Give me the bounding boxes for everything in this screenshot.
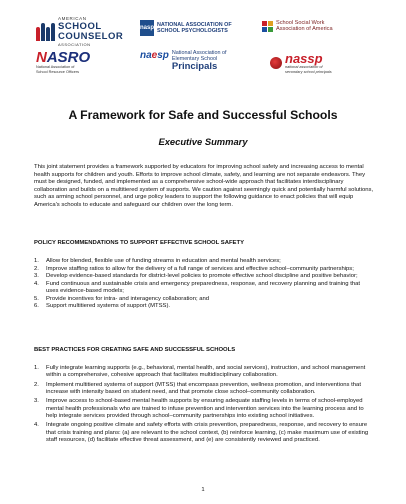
nasro-line2: School Resource Officers (36, 69, 79, 74)
list-item (34, 422, 374, 444)
list-item-number: 3. (34, 273, 39, 280)
list-item-text: Implement multitiered systems of support (MTSS) that encompass prevention, wellness promotion, and interventions that increase with intensity based on student need, and that promote close school–community collaboration. (46, 381, 361, 396)
asca-logo (36, 16, 123, 48)
list-item-number: 2. (34, 381, 39, 388)
list-item-text: Develop evidence-based standards for district-level policies to promote effective school discipline and positive behavior; (46, 273, 358, 280)
naesp-line2: Elementary School (171, 56, 218, 62)
practice-heading: BEST PRACTICES FOR CREATING SAFE AND SUCCESSFUL SCHOOLS (34, 347, 236, 353)
policy-heading: POLICY RECOMMENDATIONS TO SUPPORT EFFECTIVE SCHOOL SAFETY (34, 240, 245, 246)
asca-line4: ASSOCIATION (58, 42, 91, 47)
list-item-number: 1. (34, 258, 39, 264)
list-item (34, 281, 374, 296)
practice-list (34, 365, 374, 446)
list-item-text: Fund continuous and sustainable crisis and emergency preparedness, response, and recovery planning and training that uses evidence-based models; (46, 280, 361, 295)
page-number: 1 (201, 487, 205, 493)
sswaa-logo-text (276, 20, 333, 32)
list-item (34, 382, 374, 397)
list-item (34, 266, 374, 273)
document-title: A Framework for Safe and Successful Schools (68, 108, 338, 122)
list-item-number: 3. (34, 398, 39, 405)
list-item-text: Improve access to school-based mental health supports by ensuring adequate staffing levels in terms of school-employed mental health professionals who are trained to infuse prevention and intervention services into the learning process and to help integrate services provided through school–community partnerships into existing school initiatives. (46, 398, 364, 420)
nassp-wordmark: nassp (285, 51, 323, 66)
list-item-text: Fully integrate learning supports (e.g., behavioral, mental health, and social services), instruction, and school management within a comprehensive, cohesive approach that facilitates multidisciplinary collaboration. (46, 365, 366, 379)
sswaa-square (268, 27, 273, 32)
nasro-wordmark-rest: ASRO (46, 49, 91, 66)
asca-figure (36, 27, 40, 41)
asca-logo-text (58, 16, 123, 48)
nasp-mark-icon: nasp (140, 20, 154, 36)
nasp-line2: SCHOOL PSYCHOLOGISTS (157, 28, 228, 34)
document-subtitle: Executive Summary (158, 136, 248, 147)
nasro-wordmark (36, 50, 90, 65)
sswaa-line1: School Social Work (276, 20, 325, 26)
list-item-text: Allow for blended, flexible use of funding streams in education and mental health services; (46, 258, 281, 264)
asca-line1: AMERICAN (58, 16, 87, 21)
list-item-text: Improve staffing ratios to allow for the delivery of a full range of services and effective school–community partnerships; (46, 265, 354, 272)
list-item (34, 365, 374, 380)
asca-figures-icon (36, 23, 55, 41)
nasp-logo-text (157, 22, 232, 34)
sswaa-line2: Association of America (276, 26, 333, 32)
asca-figure (51, 23, 55, 41)
nassp-logo-text (285, 52, 332, 74)
list-item-text: Provide incentives for intra- and interagency collaboration; and (46, 295, 210, 302)
nasro-line1: National Association of (36, 65, 75, 69)
naesp-wordmark-suffix: sp (157, 50, 169, 61)
nasp-line1: NATIONAL ASSOCIATION OF (157, 22, 232, 28)
nasro-wordmark-accent: N (36, 49, 47, 66)
list-item-text: Integrate ongoing positive climate and safety efforts with crisis prevention, preparedness, response, and recovery to ensure that crisis training and plans: (a) are relevant to the school context, (b) reinforce learning, (c) make maximum use of existing staff resources, (d) facilitate effective threat assessment, and (e) are consistently reviewed and practiced. (46, 422, 369, 444)
asca-figure (41, 23, 45, 41)
list-item (34, 296, 374, 303)
naesp-line3: Principals (171, 61, 218, 72)
naesp-wordmark-accent: e (151, 50, 158, 61)
list-item-number: 5. (34, 295, 39, 302)
list-item (34, 273, 374, 280)
nassp-bird-icon (270, 57, 282, 69)
sswaa-square (268, 21, 273, 26)
list-item-text: Support multitiered systems of support (MTSS). (46, 303, 171, 310)
nasro-logo (36, 50, 90, 74)
list-item (34, 258, 374, 265)
nassp-logo (270, 52, 332, 74)
asca-line2: SCHOOL (58, 21, 102, 32)
nassp-line1: national association of (285, 65, 323, 69)
list-item-number: 4. (34, 280, 39, 287)
policy-list (34, 258, 374, 311)
sswaa-squares-icon (262, 21, 273, 32)
sswaa-square (262, 27, 267, 32)
nasp-logo (140, 20, 232, 36)
naesp-wordmark (140, 50, 169, 61)
sswaa-logo (262, 20, 333, 32)
list-item (34, 303, 374, 310)
sswaa-square (262, 21, 267, 26)
list-item-number: 6. (34, 303, 39, 310)
list-item-number: 1. (34, 365, 39, 371)
nassp-line2: secondary school principals (285, 69, 332, 74)
list-item-number: 4. (34, 422, 39, 429)
intro-paragraph: This joint statement provides a framework supported by educators for improving school safety and increasing access to mental health supports for children and youth. Efforts to improve school climate, safety, and learning are not separate endeavors. They must be designed, funded, and implemented as a comprehensive school-wide approach that facilitates interdisciplinary collaboration and builds on a multitiered system of supports. We caution against seemingly quick and potentially harmful solutions, such as arming school personnel, and urge policy leaders to support the following guidance to enact policies that will equip America’s schools to educate and safeguard our children over the long term. (34, 164, 374, 208)
naesp-line1: National Association of (171, 50, 227, 56)
asca-figure (46, 27, 50, 41)
list-item (34, 398, 374, 420)
nasro-logo-text (36, 50, 90, 74)
list-item-number: 2. (34, 265, 39, 272)
naesp-logo (140, 50, 226, 72)
naesp-logo-text (172, 50, 227, 72)
naesp-wordmark-prefix: na (140, 50, 152, 61)
asca-line3: COUNSELOR (58, 31, 124, 42)
